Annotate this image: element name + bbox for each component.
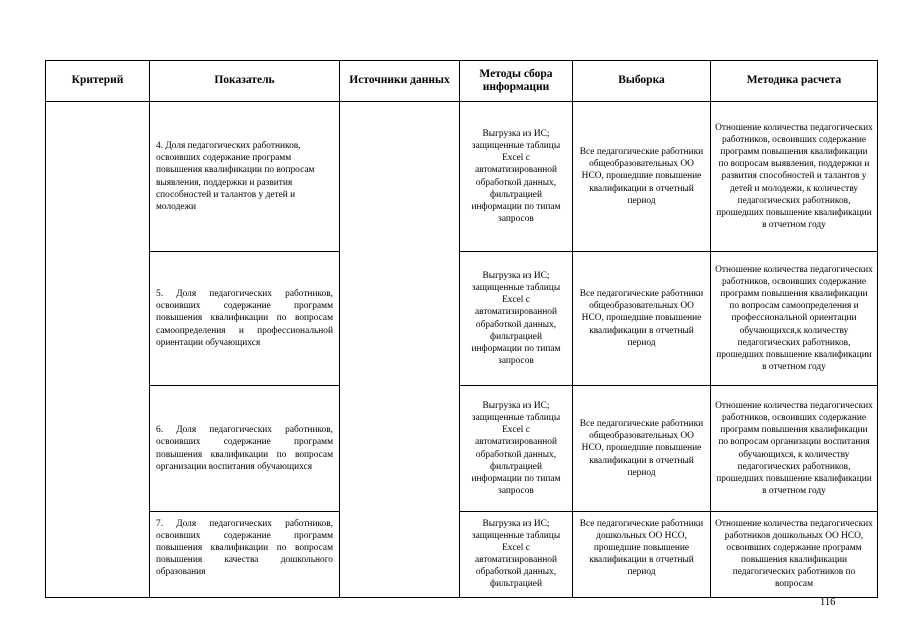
- sample-cell: Все педагогические работники общеобразовательных ОО НСО, прошедшие повышение квалификации в отчетный период: [573, 102, 711, 252]
- indicator-cell: 6. Доля педагогических работников, освоивших содержание программ повышения квалификации по вопросам организации воспитания обучающихся: [150, 386, 340, 512]
- method-cell: Выгрузка из ИС; защищенные таблицы Excel с автоматизированной обработкой данных, фильтрацией информации по типам запросов: [460, 252, 573, 386]
- method-cell: Выгрузка из ИС; защищенные таблицы Excel с автоматизированной обработкой данных, фильтрацией информации по типам запросов: [460, 102, 573, 252]
- sample-cell: Все педагогические работники общеобразовательных ОО НСО, прошедшие повышение квалификации в отчетный период: [573, 386, 711, 512]
- header-criterion: Критерий: [46, 61, 150, 102]
- header-calculation-method: Методика расчета: [711, 61, 878, 102]
- indicator-cell: 7. Доля педагогических работников, освоивших содержание программ повышения квалификации по вопросам повышения качества дошкольного образования: [150, 512, 340, 598]
- page-number: 116: [820, 597, 836, 608]
- criterion-cell: [46, 102, 150, 598]
- header-sample: Выборка: [573, 61, 711, 102]
- calc-cell: Отношение количества педагогических работников дошкольных ОО НСО, освоивших содержание программ повышения квалификации педагогических работников по вопросам: [711, 512, 878, 598]
- indicator-cell: 5. Доля педагогических работников, освоивших содержание программ повышения квалификации по вопросам самоопределения и профессиональной ориентации обучающихся: [150, 252, 340, 386]
- method-cell: Выгрузка из ИС; защищенные таблицы Excel с автоматизированной обработкой данных, фильтрацией: [460, 512, 573, 598]
- sample-cell: Все педагогические работники общеобразовательных ОО НСО, прошедшие повышение квалификации в отчетный период: [573, 252, 711, 386]
- header-indicator: Показатель: [150, 61, 340, 102]
- criteria-table: [45, 60, 878, 598]
- header-collection-methods: Методы сбора информации: [460, 61, 573, 102]
- table-row: [46, 102, 878, 252]
- table-row: [46, 512, 878, 598]
- table-header-row: [46, 61, 878, 102]
- calc-cell: Отношение количества педагогических работников, освоивших содержание программ повышения квалификации по вопросам самоопределения и профессиональной ориентации обучающихся,к количеству педагогических работников, прошедших повышение квалификации в отчетном году: [711, 252, 878, 386]
- calc-cell: Отношение количества педагогических работников, освоивших содержание программ повышения квалификации по вопросам организации воспитания обучающихся, к количеству педагогических работников, прошедших повышение квалификации в отчетном году: [711, 386, 878, 512]
- method-cell: Выгрузка из ИС; защищенные таблицы Excel с автоматизированной обработкой данных, фильтрацией информации по типам запросов: [460, 386, 573, 512]
- indicator-cell: 4. Доля педагогических работников, освоивших содержание программ повышения квалификации по вопросам выявления, поддержки и развития способностей и талантов у детей и молодежи: [150, 102, 340, 252]
- table-row: [46, 386, 878, 512]
- table-row: [46, 252, 878, 386]
- data-sources-cell: [340, 102, 460, 598]
- sample-cell: Все педагогические работники дошкольных ОО НСО, прошедшие повышение квалификации в отчетный период: [573, 512, 711, 598]
- calc-cell: Отношение количества педагогических работников, освоивших содержание программ повышения квалификации по вопросам выявления, поддержки и развития способностей и талантов у детей и молодежи, к количеству педагогических работников, прошедших повышение квалификации в отчетном году: [711, 102, 878, 252]
- header-data-sources: Источники данных: [340, 61, 460, 102]
